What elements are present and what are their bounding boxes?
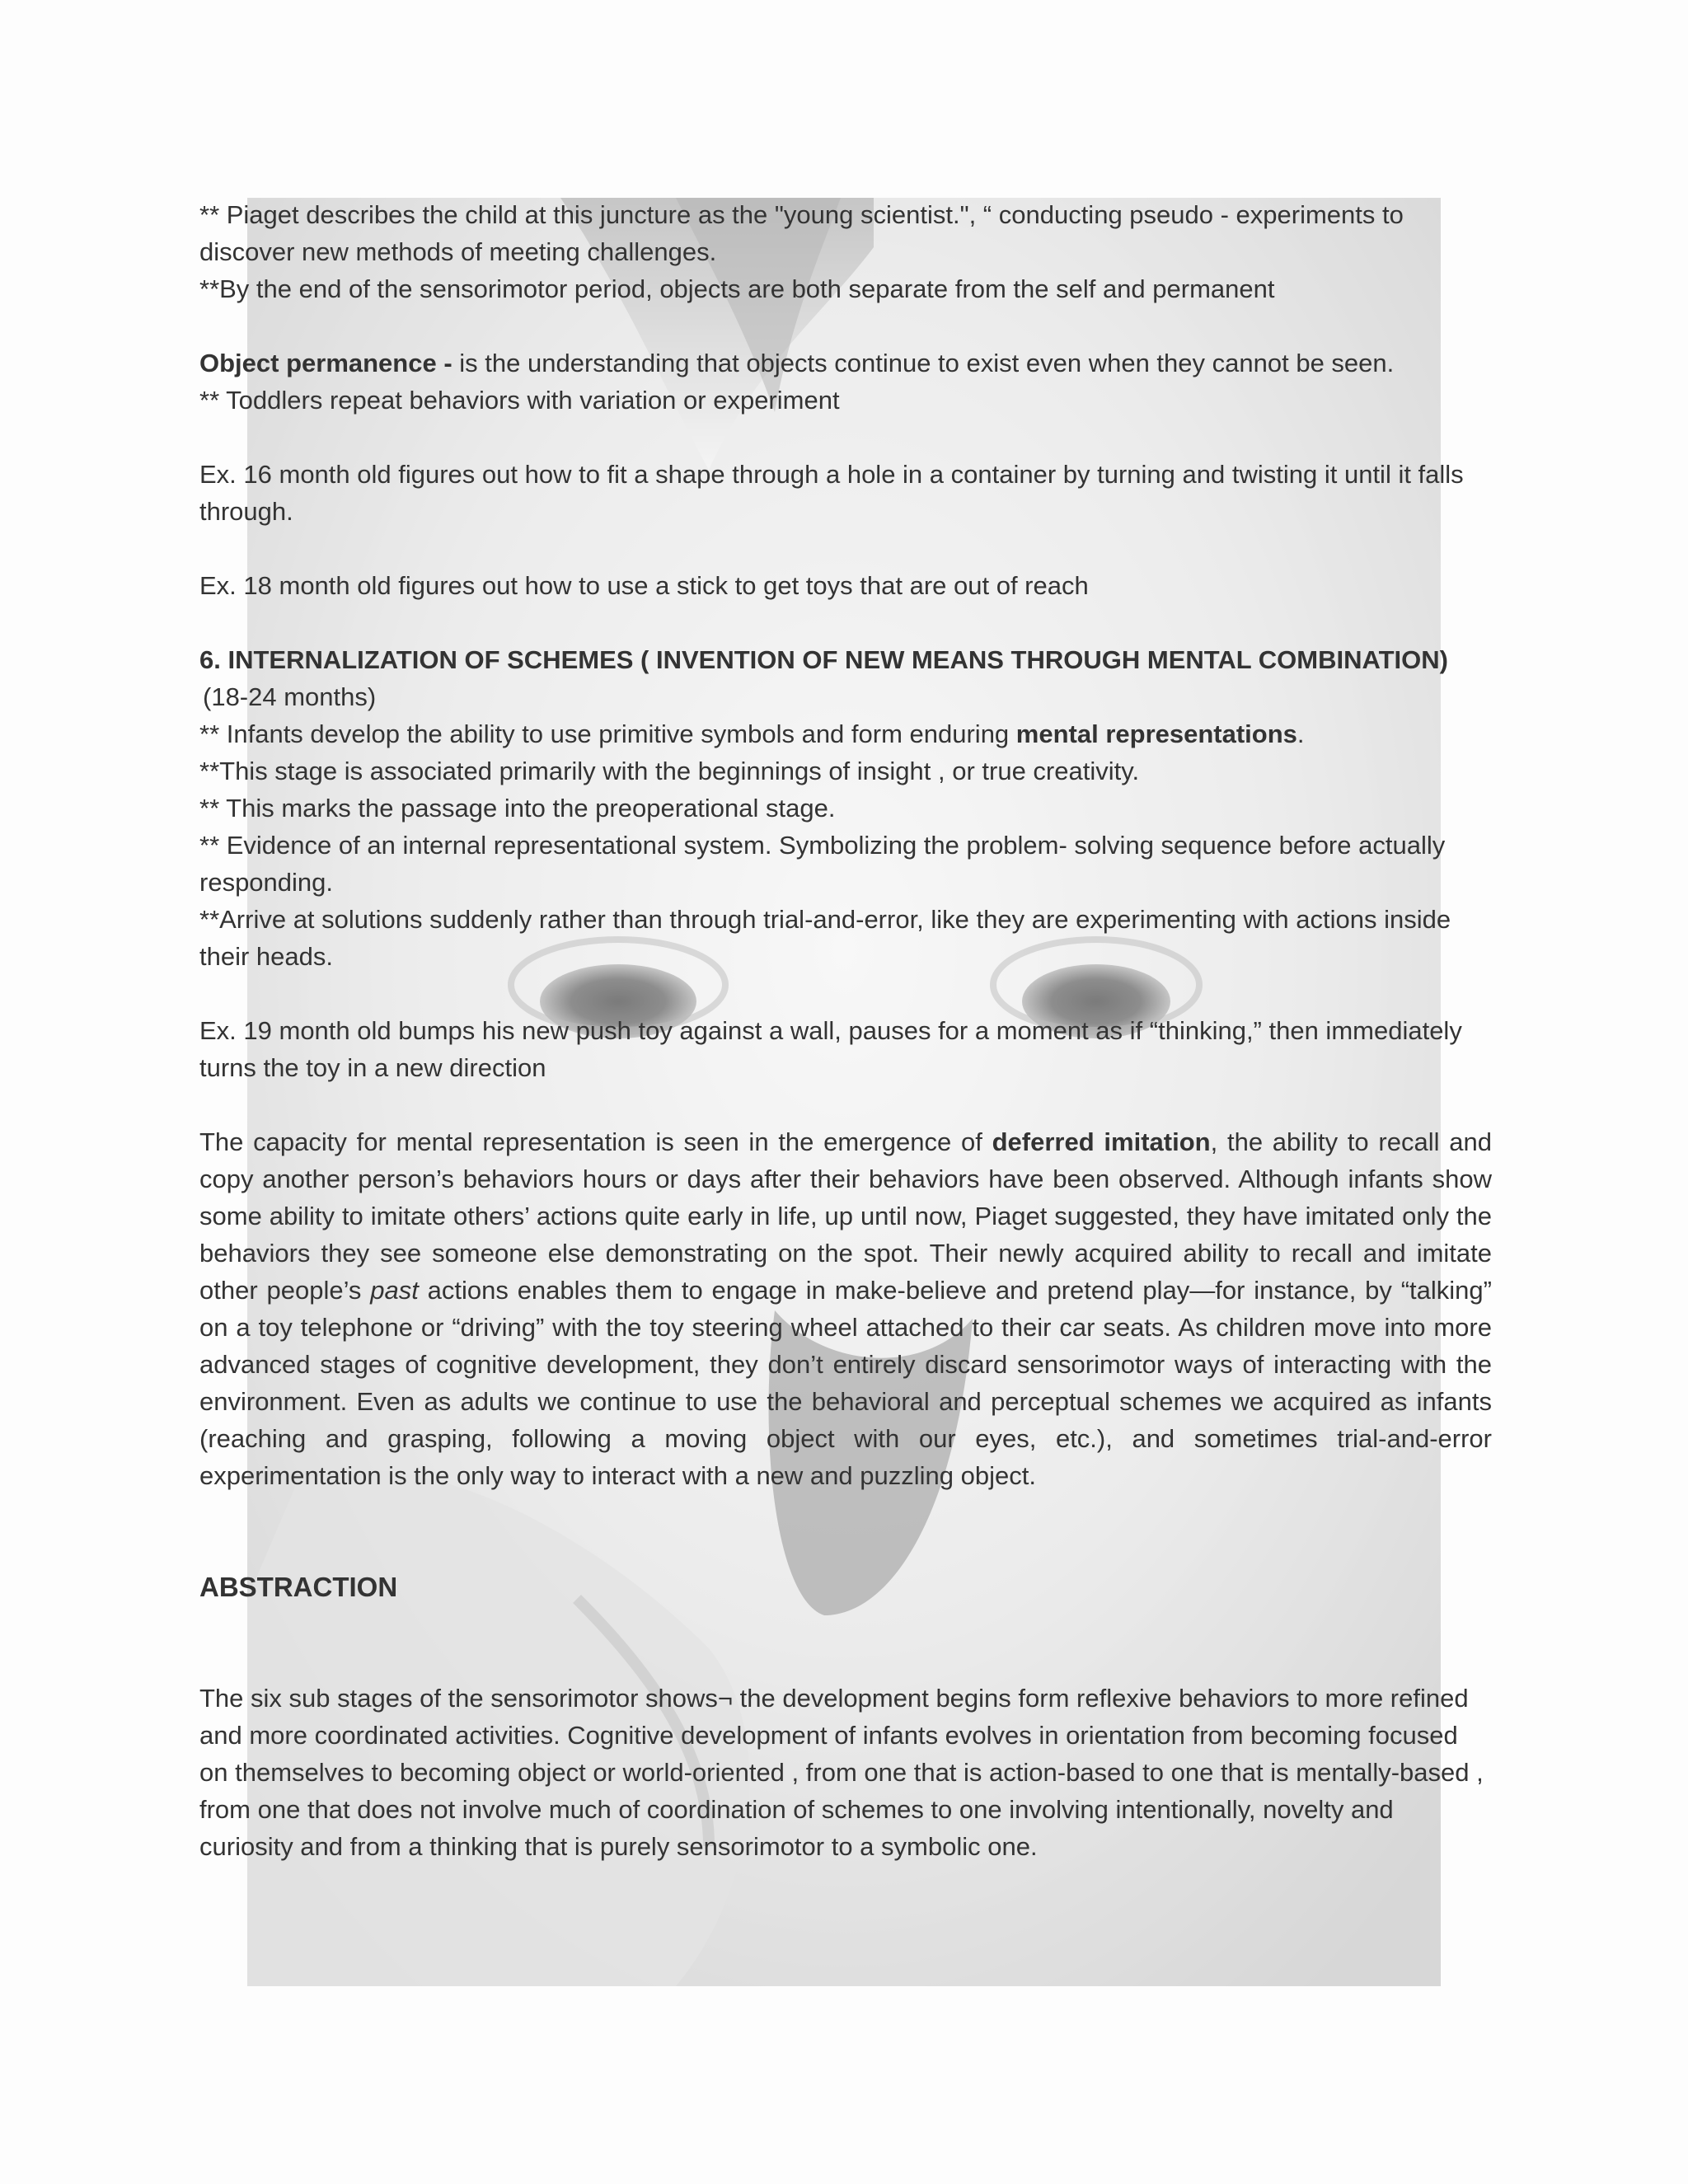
toddlers-note: ** Toddlers repeat behaviors with variation or experiment (199, 386, 840, 415)
deferred-imitation-rest: actions enables them to engage in make-believe and pretend play—for instance, by “talking” on a toy telephone or “driving” with the toy steering wheel attached to their car seats. As children move into more advanced stages of cognitive development, they don’t entirely discard sensorimotor ways of interacting with the environment. Even as adults we continue to use the behavioral and perceptual schemes we acquired as infants (reaching and grasping, following a moving object with our eyes, etc.), and sometimes trial-and-error experimentation is the only way to interact with a new and puzzling object. (199, 1276, 1492, 1490)
insight-note: **This stage is associated primarily with the beginnings of insight , or true creativity. (199, 757, 1140, 785)
object-permanence-text: is the understanding that objects continue to exist even when they cannot be seen. (452, 349, 1395, 377)
mental-representation-pre: ** Infants develop the ability to use primitive symbols and form enduring (199, 719, 1016, 748)
abstraction-heading: ABSTRACTION (199, 1572, 398, 1602)
deferred-imitation-intro: The capacity for mental representation is seen in the emergence of (199, 1127, 992, 1156)
mental-representation-post: . (1296, 719, 1305, 748)
solutions-note: **Arrive at solutions suddenly rather than through trial-and-error, like they are experimenting with actions inside their heads. (199, 905, 1451, 971)
section-6-age-range: (18-24 months) (203, 682, 377, 711)
object-permanence-term: Object permanence - (199, 349, 452, 377)
preoperational-note: ** This marks the passage into the preoperational stage. (199, 794, 836, 823)
example-18-month: Ex. 18 month old figures out how to use a stick to get toys that are out of reach (199, 571, 1089, 600)
deferred-imitation-term: deferred imitation (992, 1127, 1211, 1156)
internal-system-note: ** Evidence of an internal representational system. Symbolizing the problem- solving sequence before actually responding. (199, 831, 1446, 897)
piaget-note: ** Piaget describes the child at this juncture as the "young scientist.", “ conducting pseudo - experiments to discover new methods of meeting challenges. (199, 200, 1404, 266)
deferred-imitation-body: , the ability to recall and copy another person’s behaviors hours or days after their behaviors have been observed. Although infants show some ability to imitate others’ actions quite early in life, up until now, Piaget suggested, they have imitated only the behaviors they see someone else demonstrating on the spot. Their newly acquired ability to recall and imitate other people’s (199, 1127, 1492, 1305)
mental-representation-note (199, 715, 1492, 752)
mental-representation-term: mental representations (1015, 719, 1297, 748)
example-16-month: Ex. 16 month old figures out how to fit a shape through a hole in a container by turning and twisting it until it falls through. (199, 460, 1464, 526)
sensorimotor-end-note: **By the end of the sensorimotor period, objects are both separate from the self and permanent (199, 274, 1275, 303)
document-text (199, 196, 1492, 1865)
example-19-month: Ex. 19 month old bumps his new push toy against a wall, pauses for a moment as if “thinking,” then immediately turns the toy in a new direction (199, 1016, 1462, 1082)
section-6-heading: 6. INTERNALIZATION OF SCHEMES ( INVENTION OF NEW MEANS THROUGH MENTAL COMBINATION) (199, 645, 1448, 674)
deferred-imitation-paragraph (199, 1123, 1492, 1494)
object-permanence-definition (199, 344, 1492, 382)
deferred-imitation-past: past (370, 1276, 419, 1305)
abstraction-paragraph: The six sub stages of the sensorimotor shows¬ the development begins form reflexive behaviors to more refined and more coordinated activities. Cognitive development of infants evolves in orientation from becoming focused on themselves to becoming object or world-oriented , from one that is action-based to one that is mentally-based , from one that does not involve much of coordination of schemes to one involving intentionally, novelty and curiosity and from a thinking that is purely sensorimotor to a symbolic one. (199, 1684, 1484, 1861)
